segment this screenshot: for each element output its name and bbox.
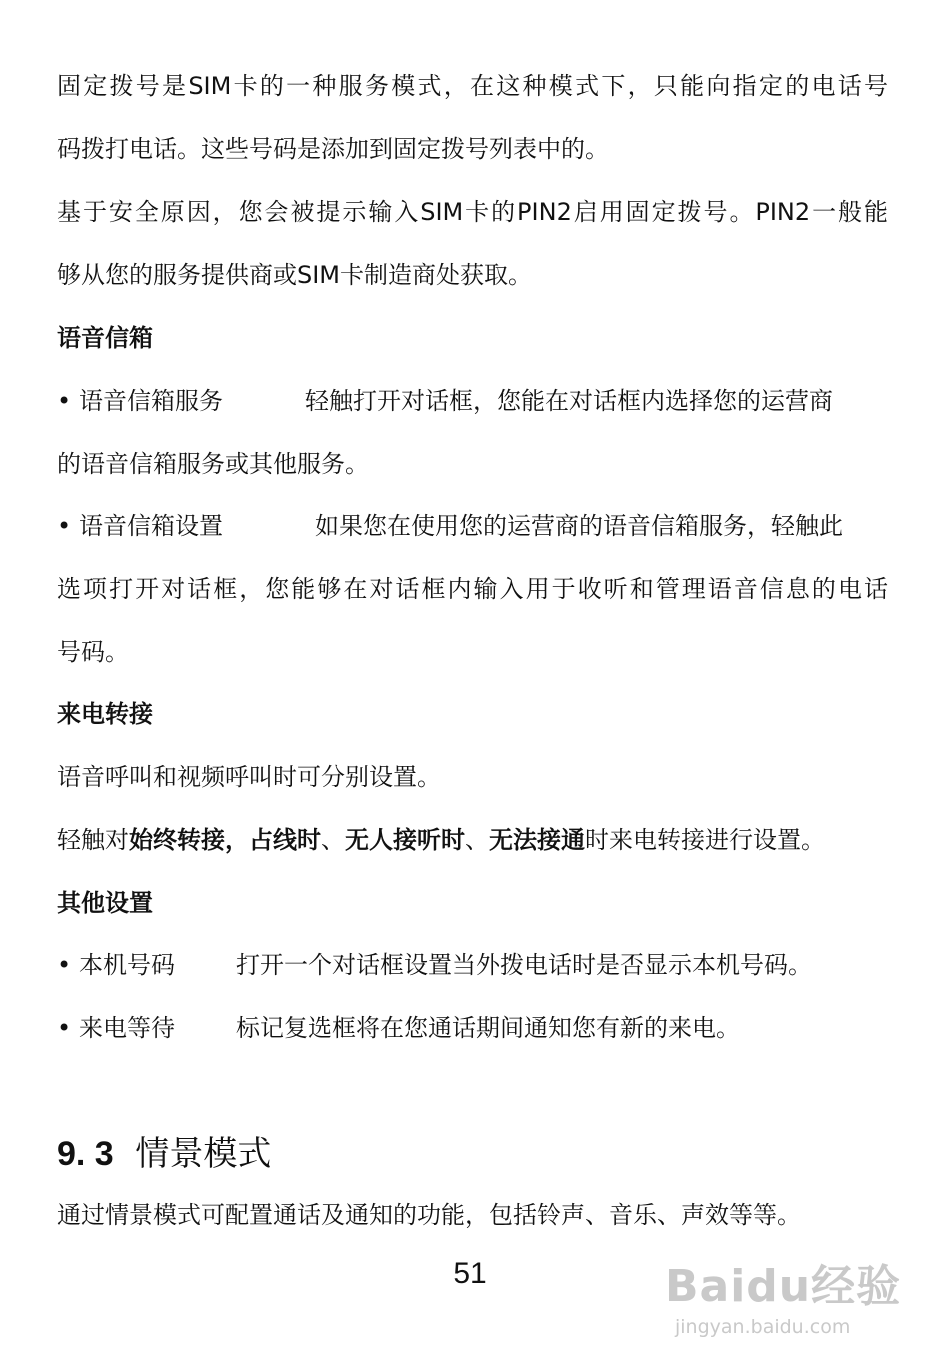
paragraph-pin2-line-2: 够从您的服务提供商或SIM卡制造商处获取。 — [57, 261, 533, 289]
bullet-icon: • — [57, 512, 72, 540]
heading-call-forwarding: 来电转接 — [57, 700, 153, 728]
option-unreachable: 无法接通 — [489, 826, 585, 854]
page-number: 51 — [453, 1257, 487, 1290]
bullet-call-waiting — [57, 1012, 888, 1044]
bullet-term: 语音信箱设置 — [79, 512, 223, 540]
separator: ， — [225, 826, 249, 854]
bullet-voicemail-settings-line-3: 号码。 — [57, 638, 129, 666]
watermark-logo-text: Baidu经验 — [665, 1261, 902, 1312]
paragraph-fixed-dialing-line-2: 码拨打电话。这些号码是添加到固定拨号列表中的。 — [57, 135, 609, 163]
paragraph-fixed-dialing-line-1: 固定拨号是SIM卡的一种服务模式，在这种模式下，只能向指定的电话号 — [57, 72, 888, 100]
bullet-icon: • — [57, 387, 72, 415]
bullet-description: 标记复选框将在您通话期间通知您有新的来电。 — [236, 1014, 740, 1042]
text-suffix: 时来电转接进行设置。 — [585, 826, 825, 854]
bullet-term: 语音信箱服务 — [79, 387, 223, 415]
baidu-watermark — [655, 1240, 915, 1350]
bullet-voicemail-settings-line-2: 选项打开对话框，您能够在对话框内输入用于收听和管理语音信息的电话 — [57, 575, 888, 603]
option-when-busy: 占线时 — [249, 826, 321, 854]
heading-voicemail: 语音信箱 — [57, 324, 153, 352]
heading-other-settings: 其他设置 — [57, 889, 153, 917]
bullet-icon: • — [57, 951, 72, 979]
text-prefix: 轻触对 — [57, 826, 129, 854]
bullet-description: 打开一个对话框设置当外拨电话时是否显示本机号码。 — [236, 951, 812, 979]
option-always-forward: 始终转接 — [129, 826, 225, 854]
option-no-answer: 无人接听时 — [345, 826, 465, 854]
bullet-voicemail-service-line-2: 的语音信箱服务或其他服务。 — [57, 450, 369, 478]
bullet-description: 轻触打开对话框，您能在对话框内选择您的运营商 — [305, 387, 833, 415]
section-intro: 通过情景模式可配置通话及通知的功能，包括铃声、音乐、声效等等。 — [57, 1201, 801, 1229]
section-heading-profiles — [57, 1132, 271, 1176]
section-number: 9. 3 — [57, 1135, 114, 1173]
bullet-voicemail-settings — [57, 510, 888, 542]
watermark-url: jingyan.baidu.com — [675, 1316, 851, 1338]
bullet-term: 本机号码 — [79, 951, 175, 979]
section-title: 情景模式 — [135, 1134, 272, 1174]
separator: 、 — [321, 826, 345, 854]
bullet-description: 如果您在使用您的运营商的语音信箱服务，轻触此 — [315, 512, 843, 540]
bullet-term: 来电等待 — [79, 1014, 175, 1042]
call-forwarding-line-1: 语音呼叫和视频呼叫时可分别设置。 — [57, 763, 441, 791]
bullet-icon: • — [57, 1014, 72, 1042]
bullet-voicemail-service — [57, 385, 888, 417]
paragraph-pin2-line-1: 基于安全原因，您会被提示输入SIM卡的PIN2启用固定拨号。PIN2一般能 — [57, 198, 888, 226]
separator: 、 — [465, 826, 489, 854]
bullet-own-number — [57, 949, 888, 981]
call-forwarding-line-2 — [57, 824, 888, 856]
